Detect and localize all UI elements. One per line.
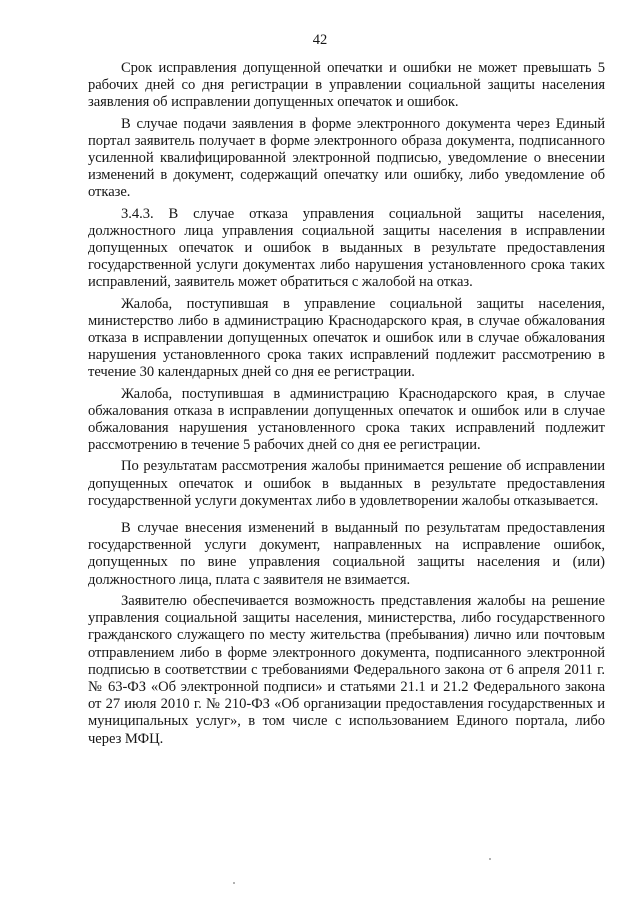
paragraph-no-fee: В случае внесения изменений в выданный по результатам предоставления государственной услуги документ, направленных на исправление ошибок, допущенных по вине управления социальной защиты населения и (или) должностного лица, плата с заявителя не взимается. xyxy=(88,520,605,588)
paragraph-electronic-notification: В случае подачи заявления в форме электронного документа через Единый портал заявитель получает в форме электронного образа документа, подписанного усиленной квалифицированной электронной подписью, уведомление о внесении изменений в документ, содержащий опечатку или ошибку, либо уведомление об отказе. xyxy=(88,115,605,201)
scan-speck xyxy=(489,858,491,860)
page-number: 42 xyxy=(312,32,328,48)
scan-speck xyxy=(233,882,235,884)
paragraph-complaint-submission: Заявителю обеспечивается возможность представления жалобы на решение управления социальной защиты населения, министерства, либо государственного гражданского служащего по месту жительства (пребывания) лично или почтовым отправлением либо в форме электронного документа, подписанного электронной подписью в соответствии с требованиями Федерального закона от 6 апреля 2011 г. № 63-ФЗ «Об электронной подписи» и статьями 21.1 и 21.2 Федерального закона от 27 июля 2010 г. № 210-ФЗ «Об организации предоставления государственных и муниципальных услуг», в том числе с использованием Единого портала, либо через МФЦ. xyxy=(88,592,605,747)
paragraph-complaint-decision: По результатам рассмотрения жалобы принимается решение об исправлении допущенных опечаток и ошибок в выданных в результате предоставления государственной услуги документах либо в удовлетворении жалобы отказывается. xyxy=(88,458,605,509)
paragraph-complaint-30-days: Жалоба, поступившая в управление социальной защиты населения, министерство либо в администрацию Краснодарского края, в случае обжалования отказа в исправлении допущенных опечаток и ошибок или в случае обжалования нарушения установленного срока таких исправлений подлежит рассмотрению в течение 30 календарных дней со дня ее регистрации. xyxy=(88,295,605,381)
paragraph-correction-deadline: Срок исправления допущенной опечатки и ошибки не может превышать 5 рабочих дней со дня регистрации в управлении социальной защиты населения заявления об исправлении допущенных опечаток и ошибок. xyxy=(88,60,605,111)
body-text xyxy=(88,60,605,752)
paragraph-complaint-5-days: Жалоба, поступившая в администрацию Краснодарского края, в случае обжалования отказа в исправлении допущенных опечаток и ошибок или в случае обжалования нарушения установленного срока таких исправлений подлежит рассмотрению в течение 5 рабочих дней со дня ее регистрации. xyxy=(88,385,605,454)
paragraph-refusal-complaint: 3.4.3. В случае отказа управления социальной защиты населения, должностного лица управления социальной защиты населения в исправлении допущенных опечаток и ошибок в выданных в результате предоставления государственной услуги документах либо нарушения установленного срока таких исправлений, заявитель может обратиться с жалобой на отказ. xyxy=(88,205,605,291)
